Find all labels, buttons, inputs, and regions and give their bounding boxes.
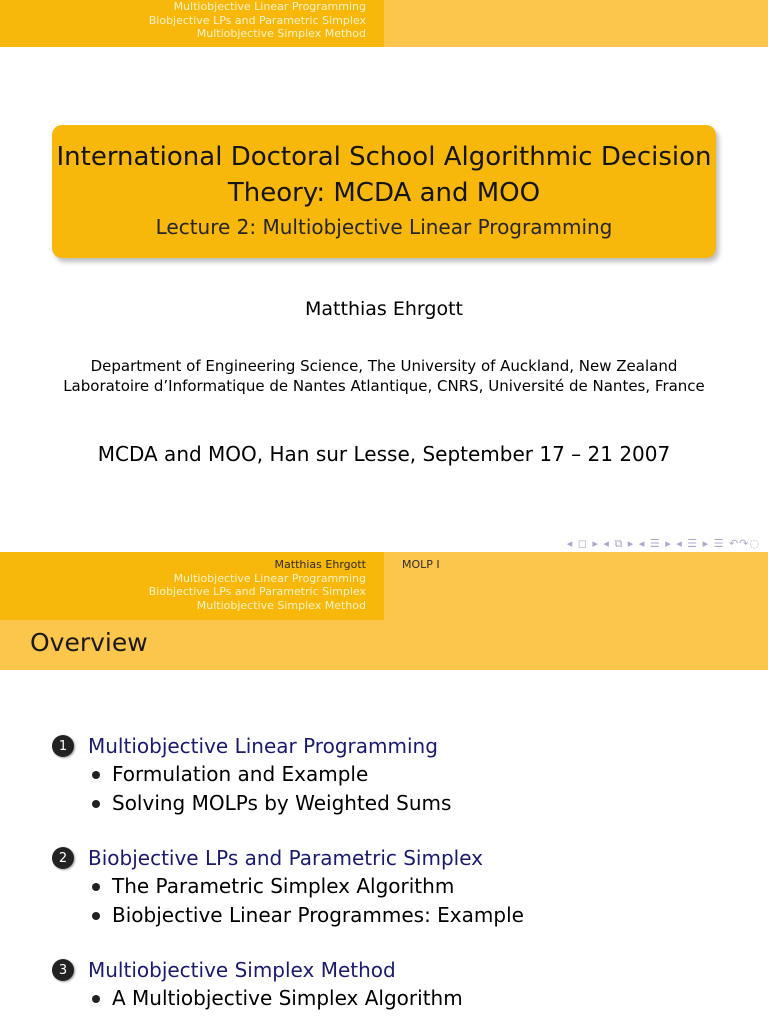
institution bbox=[0, 356, 768, 396]
navigation-symbols[interactable]: ◂ ◻ ▸ ◂ ⧉ ▸ ◂ ☰ ▸ ◂ ☰ ▸ ☰ ↶↷◌ bbox=[566, 537, 760, 550]
headline-section-3[interactable]: Multiobjective Simplex Method bbox=[196, 27, 366, 40]
institution-line-1: Department of Engineering Science, The University of Auckland, New Zealand bbox=[90, 357, 678, 375]
section-title[interactable]: Biobjective LPs and Parametric Simplex bbox=[88, 846, 484, 870]
section-number-badge: 1 bbox=[52, 735, 74, 757]
section-title[interactable]: Multiobjective Linear Programming bbox=[88, 734, 438, 758]
headline-section-3[interactable]: Multiobjective Simplex Method bbox=[196, 598, 366, 612]
headline-section-1[interactable]: Multiobjective Linear Programming bbox=[173, 571, 366, 585]
section-number-badge: 2 bbox=[52, 847, 74, 869]
headline-section-1[interactable]: Multiobjective Linear Programming bbox=[173, 0, 366, 13]
institution-line-2: Laboratoire d’Informatique de Nantes Atlantique, CNRS, Université de Nantes, France bbox=[63, 377, 705, 395]
section-heading[interactable] bbox=[52, 956, 752, 984]
frame-title-bar bbox=[0, 620, 768, 670]
short-title: MOLP I bbox=[402, 558, 440, 571]
overview-slide bbox=[0, 552, 768, 1024]
subsection-item[interactable]: The Parametric Simplex Algorithm bbox=[92, 872, 752, 901]
headline-bar bbox=[0, 552, 768, 620]
title-box bbox=[52, 125, 716, 258]
outline-section bbox=[52, 956, 752, 1013]
section-number-badge: 3 bbox=[52, 959, 74, 981]
headline-section-2[interactable]: Biobjective LPs and Parametric Simplex bbox=[148, 13, 366, 27]
presentation-title: International Doctoral School Algorithmic Decision Theory: MCDA and MOO bbox=[56, 142, 712, 208]
subsection-item[interactable]: Biobjective Linear Programmes: Example bbox=[92, 901, 752, 930]
headline-author: Matthias Ehrgott bbox=[274, 558, 366, 571]
author-name: Matthias Ehrgott bbox=[305, 298, 463, 320]
subsection-item[interactable]: A Multiobjective Simplex Algorithm bbox=[92, 984, 752, 1013]
headline-bar bbox=[0, 0, 768, 47]
headline-section-2[interactable]: Biobjective LPs and Parametric Simplex bbox=[148, 585, 366, 598]
headline-right bbox=[384, 0, 768, 47]
section-heading[interactable] bbox=[52, 732, 752, 760]
headline-right bbox=[384, 552, 768, 620]
frame-title: Overview bbox=[30, 628, 148, 657]
section-title[interactable]: Multiobjective Simplex Method bbox=[88, 958, 396, 982]
section-heading[interactable] bbox=[52, 844, 752, 872]
subsection-item[interactable]: Solving MOLPs by Weighted Sums bbox=[92, 789, 752, 818]
headline-sections bbox=[0, 552, 384, 620]
subsection-item[interactable]: Formulation and Example bbox=[92, 760, 752, 789]
outline-section bbox=[52, 732, 752, 818]
event-info: MCDA and MOO, Han sur Lesse, September 17 – 21 2007 bbox=[97, 442, 671, 466]
presentation-subtitle: Lecture 2: Multiobjective Linear Programming bbox=[155, 215, 613, 239]
outline-section bbox=[52, 844, 752, 930]
outline bbox=[52, 732, 752, 1024]
headline-sections bbox=[0, 0, 384, 47]
